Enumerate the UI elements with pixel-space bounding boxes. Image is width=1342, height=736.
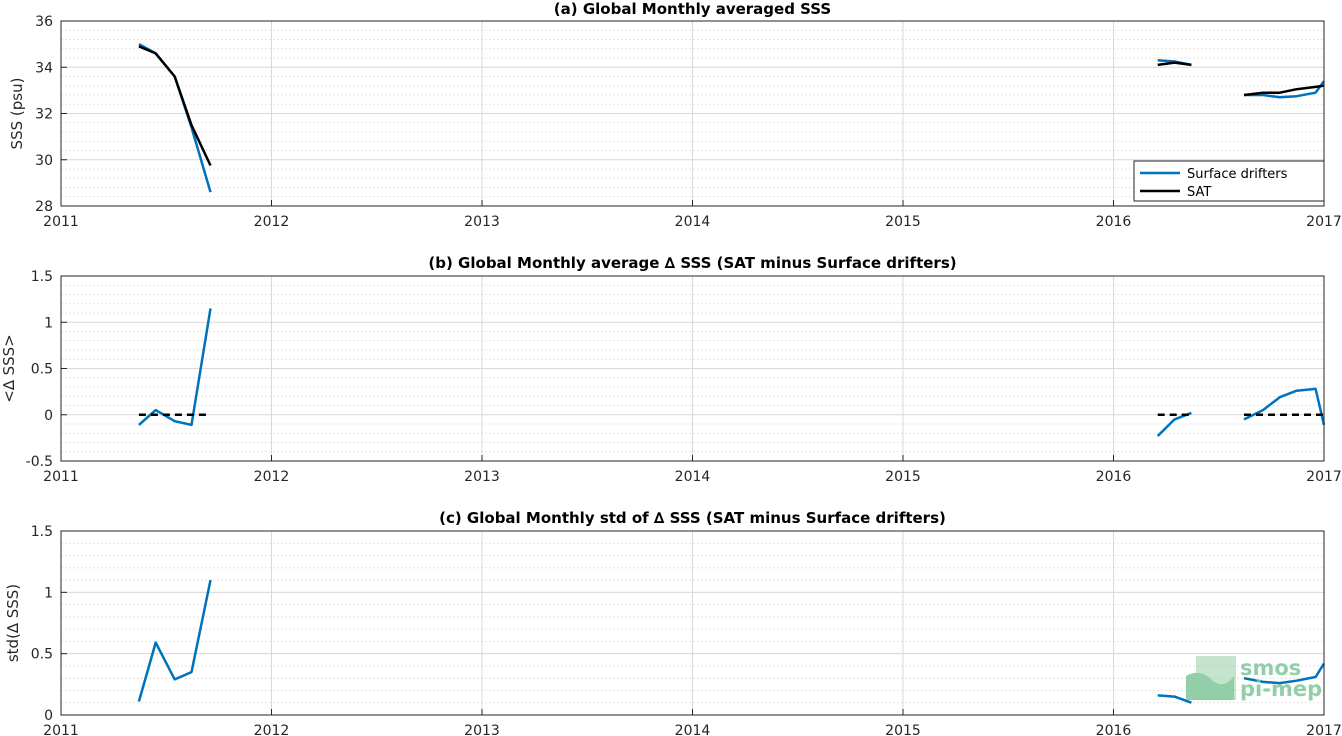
y-tick-label: 0 [44, 407, 53, 424]
chart-title: (c) Global Monthly std of ∆ SSS (SAT minus Surface drifters) [439, 509, 946, 527]
chart-title: (a) Global Monthly averaged SSS [553, 0, 832, 18]
x-tick-label: 2017 [1306, 723, 1342, 736]
x-tick-label: 2015 [885, 214, 921, 230]
panel-c [4, 509, 1342, 736]
x-tick-label: 2014 [674, 214, 711, 230]
x-tick-label: 2014 [674, 723, 711, 736]
x-tick-label: 2011 [43, 469, 79, 485]
y-tick-label: 0 [44, 708, 53, 724]
y-tick-label: 1.5 [30, 269, 53, 285]
legend-label-sat: SAT [1187, 185, 1212, 200]
y-tick-label: 34 [35, 60, 53, 77]
chart-title: (b) Global Monthly average ∆ SSS (SAT minus Surface drifters) [428, 254, 957, 272]
y-tick-label: 30 [35, 152, 53, 169]
legend [1134, 161, 1324, 201]
y-axis-label: std(∆ SSS) [4, 583, 22, 663]
y-tick-label: 0.5 [30, 646, 53, 663]
y-axis-label: SSS (psu) [8, 77, 26, 150]
y-tick-label: 1.5 [30, 524, 53, 540]
x-tick-label: 2013 [464, 723, 500, 736]
y-tick-label: 32 [35, 106, 53, 123]
x-tick-label: 2013 [464, 214, 500, 230]
x-tick-label: 2012 [253, 469, 290, 485]
x-tick-label: 2011 [43, 723, 79, 736]
x-tick-label: 2011 [43, 214, 79, 230]
x-tick-label: 2014 [674, 469, 711, 485]
x-tick-label: 2012 [253, 214, 290, 230]
y-tick-label: 1 [44, 315, 53, 332]
x-tick-label: 2012 [253, 723, 290, 736]
x-tick-label: 2016 [1095, 469, 1132, 485]
x-tick-label: 2017 [1306, 214, 1342, 230]
x-tick-label: 2013 [464, 469, 500, 485]
y-tick-label: -0.5 [25, 454, 53, 470]
y-tick-label: 0.5 [30, 361, 53, 378]
x-tick-label: 2015 [885, 723, 921, 736]
y-tick-label: 28 [35, 199, 53, 215]
x-tick-label: 2017 [1306, 469, 1342, 485]
legend-label-surface-drifters: Surface drifters [1187, 167, 1288, 182]
y-axis-label: <∆ SSS> [0, 334, 18, 403]
logo-line1: smos [1240, 656, 1302, 680]
x-tick-label: 2015 [885, 469, 921, 485]
x-tick-label: 2016 [1095, 214, 1132, 230]
panel-b [0, 254, 1342, 485]
y-tick-label: 1 [44, 585, 53, 602]
logo-line2: pi-mep [1240, 677, 1323, 701]
y-tick-label: 36 [35, 14, 53, 30]
x-tick-label: 2016 [1095, 723, 1132, 736]
